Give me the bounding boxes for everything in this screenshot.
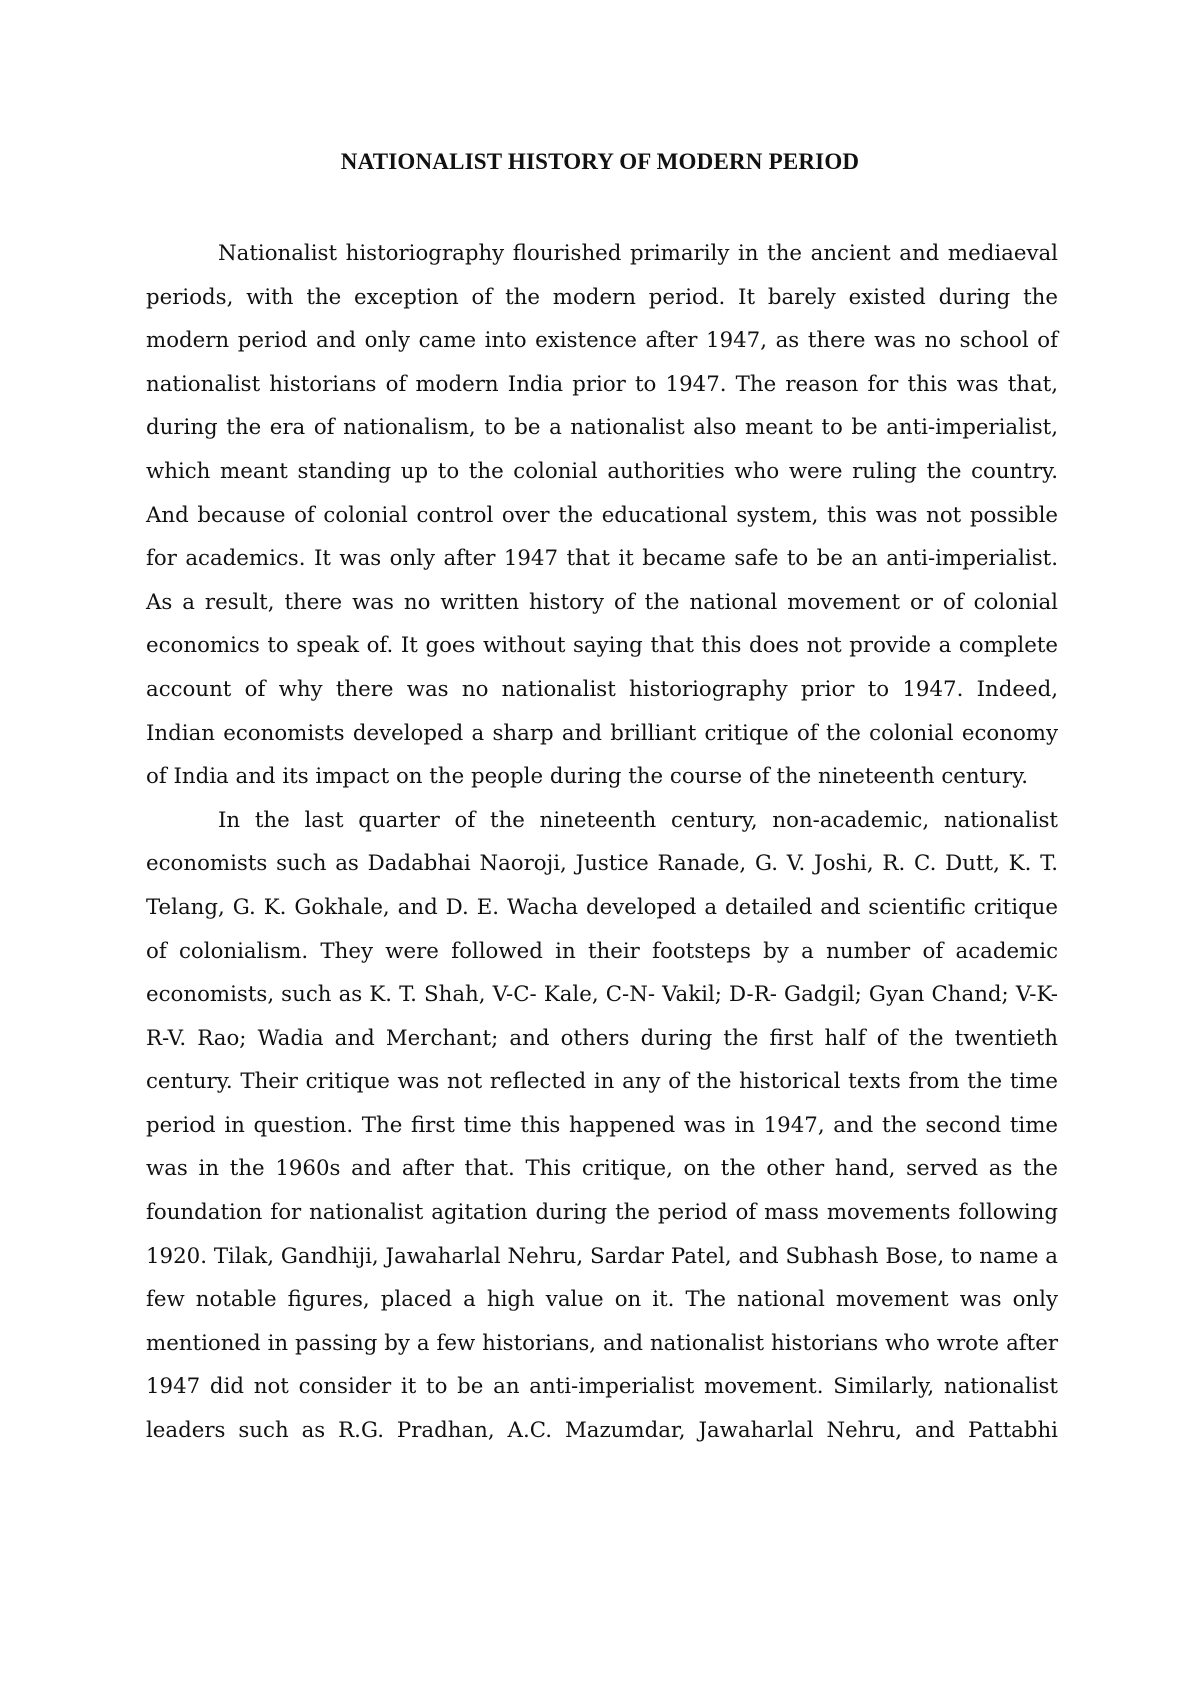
paragraph: In the last quarter of the nineteenth century, non-academic, nationalist economists such as Dadabhai Naoroji, Justice Ranade, G. V. Joshi, R. C. Dutt, K. T. Telang, G. K. Gokhale, and D. E. Wacha developed a detailed and scientific critique of colonialism. They were followed in their footsteps by a number of academic economists, such as K. T. Shah, V-C- Kale, C-N- Vakil; D-R- Gadgil; Gyan Chand; V-K-R-V. Rao; Wadia and Merchant; and others during the first half of the twentieth century. Their critique was not reflected in any of the historical texts from the time period in question. The first time this happened was in 1947, and the second time was in the 1960s and after that. This critique, on the other hand, served as the foundation for nationalist agitation during the period of mass movements following 1920. Tilak, Gandhiji, Jawaharlal Nehru, Sardar Patel, and Subhash Bose, to name a few notable figures, placed a high value on it. The national movement was only mentioned in passing by a few historians, and nationalist historians who wrote after 1947 did not consider it to be an anti-imperialist movement. Similarly, nationalist leaders such as R.G. Pradhan, A.C. Mazumdar, Jawaharlal Nehru, and Pattabhi [146, 807, 1058, 1444]
document-body [146, 232, 1058, 1453]
page-title: NATIONALIST HISTORY OF MODERN PERIOD [340, 149, 860, 174]
paragraph: Nationalist historiography flourished primarily in the ancient and mediaeval periods, with the exception of the modern period. It barely existed during the modern period and only came into existence after 1947, as there was no school of nationalist historians of modern India prior to 1947. The reason for this was that, during the era of nationalism, to be a nationalist also meant to be anti-imperialist, which meant standing up to the colonial authorities who were ruling the country. And because of colonial control over the educational system, this was not possible for academics. It was only after 1947 that it became safe to be an anti-imperialist. As a result, there was no written history of the national movement or of colonial economics to speak of. It goes without saying that this does not provide a complete account of why there was no nationalist historiography prior to 1947. Indeed, Indian economists developed a sharp and brilliant critique of the colonial economy of India and its impact on the people during the course of the nineteenth century. [146, 241, 1058, 790]
